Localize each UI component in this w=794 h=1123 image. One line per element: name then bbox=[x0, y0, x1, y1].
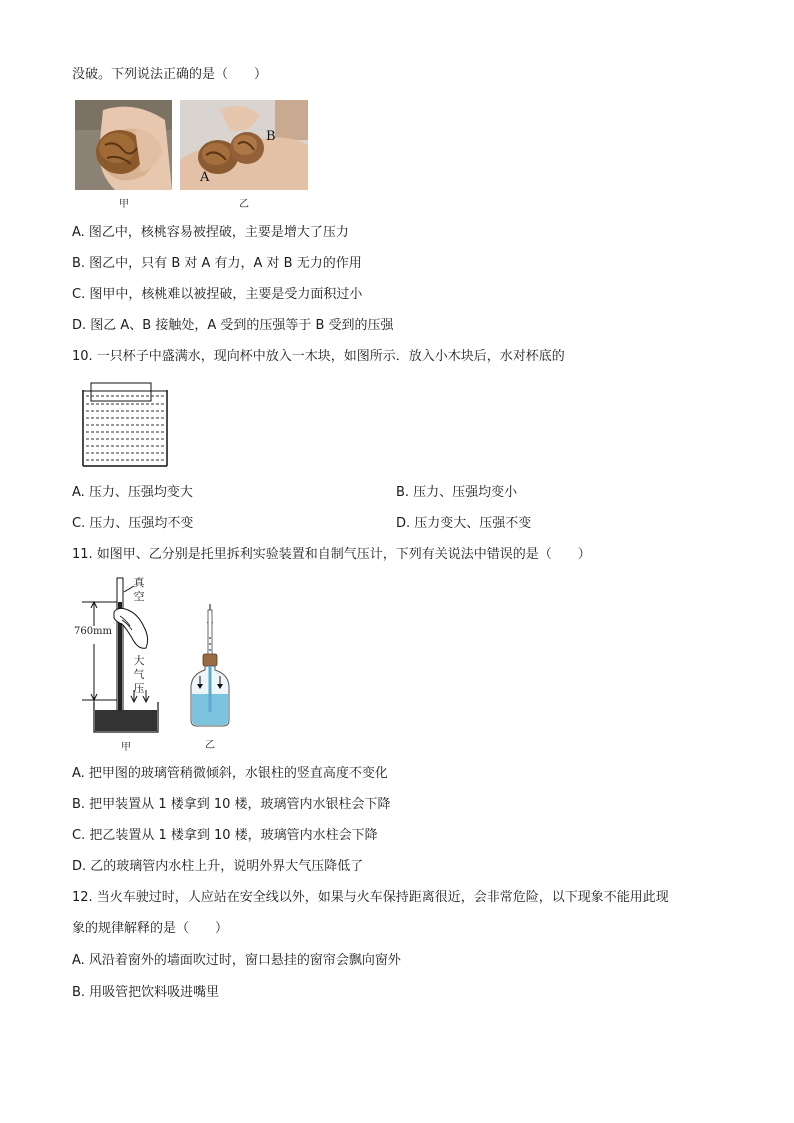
q11-stem: 11. 如图甲、乙分别是托里拆利实验装置和自制气压计，下列有关说法中错误的是（ ） bbox=[72, 547, 591, 562]
q12-stem-line-2: 象的规律解释的是（ ） bbox=[72, 921, 229, 936]
vacuum-label-2: 空 bbox=[133, 590, 145, 603]
q12-stem-line-1: 12. 当火车驶过时，人应站在安全线以外，如果与火车保持距离很近，会非常危险，以下现象不能用此现 bbox=[72, 890, 669, 905]
q11-option-c: C. 把乙装置从 1 楼拿到 10 楼，玻璃管内水柱会下降 bbox=[72, 828, 378, 843]
q10-option-b: B. 压力、压强均变小 bbox=[396, 485, 518, 500]
caption-yi-11: 乙 bbox=[205, 740, 215, 751]
q10-option-a: A. 压力、压强均变大 bbox=[72, 485, 193, 500]
torricelli-diagram bbox=[72, 572, 172, 764]
walnut-photo-left bbox=[75, 100, 172, 190]
q11-option-a: A. 把甲图的玻璃管稍微倾斜，水银柱的竖直高度不变化 bbox=[72, 766, 388, 781]
atm-label-1: 大 bbox=[133, 654, 145, 667]
q9-option-b: B. 图乙中，只有 B 对 A 有力，A 对 B 无力的作用 bbox=[72, 256, 362, 271]
atm-label-3: 压 bbox=[133, 682, 145, 695]
caption-jia: 甲 bbox=[119, 199, 129, 210]
vacuum-label-1: 真 bbox=[133, 576, 145, 589]
label-a: A bbox=[200, 170, 210, 185]
q9-option-c: C. 图甲中，核桃难以被捏破，主要是受力面积过小 bbox=[72, 287, 363, 302]
q12-option-a: A. 风沿着窗外的墙面吹过时，窗口悬挂的窗帘会飘向窗外 bbox=[72, 953, 401, 968]
barometer-diagram bbox=[186, 602, 234, 751]
walnut-photo-right bbox=[180, 100, 308, 190]
q11-option-b: B. 把甲装置从 1 楼拿到 10 楼，玻璃管内水银柱会下降 bbox=[72, 797, 391, 812]
q10-option-d: D. 压力变大、压强不变 bbox=[396, 516, 532, 531]
caption-jia-11: 甲 bbox=[121, 742, 131, 753]
label-b: B bbox=[266, 129, 276, 144]
q11-option-d: D. 乙的玻璃管内水柱上升，说明外界大气压降低了 bbox=[72, 859, 364, 874]
cup-diagram bbox=[80, 380, 170, 474]
q9-option-d: D. 图乙 A、B 接触处，A 受到的压强等于 B 受到的压强 bbox=[72, 318, 394, 333]
q9-stem: 没破。下列说法正确的是（ ） bbox=[72, 67, 268, 82]
q9-option-a: A. 图乙中，核桃容易被捏破，主要是增大了压力 bbox=[72, 225, 349, 240]
q10-stem: 10. 一只杯子中盛满水，现向杯中放入一木块，如图所示．放入小木块后，水对杯底的 bbox=[72, 349, 565, 364]
q12-option-b: B. 用吸管把饮料吸进嘴里 bbox=[72, 985, 220, 1000]
atm-label-2: 气 bbox=[133, 668, 145, 681]
q10-option-c: C. 压力、压强均不变 bbox=[72, 516, 194, 531]
height-label: 760mm bbox=[73, 626, 113, 637]
caption-yi: 乙 bbox=[239, 199, 249, 210]
